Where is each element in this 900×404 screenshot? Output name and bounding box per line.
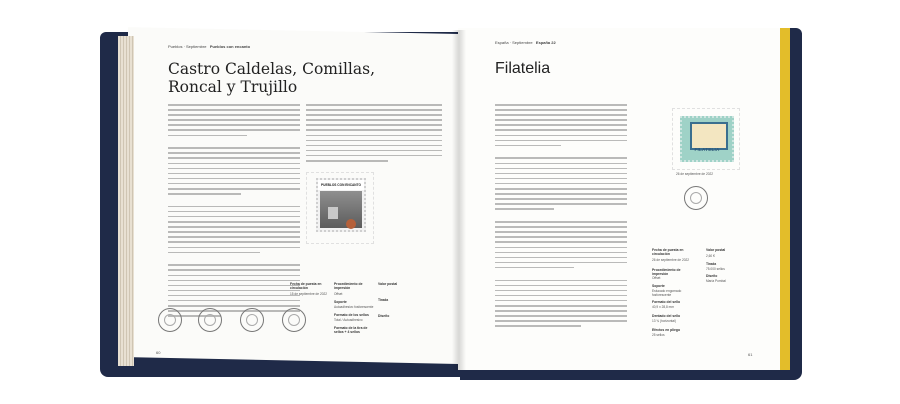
breadcrumb-section: España · Septiembre	[495, 40, 533, 45]
body-text-column-2	[306, 104, 442, 165]
meta-value: 2,60 €	[706, 254, 715, 258]
breadcrumb-section: Pueblos · Septiembre	[168, 44, 207, 49]
postmark-1	[158, 308, 182, 332]
postmark-2	[198, 308, 222, 332]
postmark-right	[684, 186, 708, 210]
meta-value: Total / Autoadhesivo	[334, 318, 363, 322]
meta-value: 25 sellos	[652, 333, 665, 337]
stamp-label: FILATELIA	[694, 147, 720, 152]
meta-label: Soporte	[652, 284, 665, 288]
meta-label: Formato de la tira de sellos + 4 sellos	[334, 326, 368, 334]
page-number-right: 61	[748, 352, 753, 357]
breadcrumb-topic: España 22	[535, 40, 556, 45]
window-detail	[328, 207, 338, 219]
page-title-right: Filatelia	[495, 60, 551, 77]
stamp-tile-design	[690, 122, 728, 150]
page-edges	[118, 36, 134, 366]
meta-label: Dentado del sello	[652, 314, 681, 318]
meta-value: Autoadhesivo fosforescente	[334, 305, 374, 309]
meta-value: 40,9 x 28,8 mm	[652, 305, 674, 309]
right-breadcrumb	[495, 40, 556, 45]
book-gutter	[452, 30, 466, 370]
postmark-4	[282, 308, 306, 332]
meta-value: Offset	[334, 292, 343, 296]
meta-value: María Pombal	[706, 279, 726, 283]
meta-label: Procedimiento de impresión	[652, 268, 681, 276]
meta-value: 75.000 sellos	[706, 267, 725, 271]
stamp-caption: 26 de septiembre de 2022	[676, 172, 714, 176]
meta-label: Efectos en pliego	[652, 328, 681, 332]
meta-value: 13 ¾ (horizontal)	[652, 319, 676, 323]
meta-label: Tirada	[378, 298, 389, 302]
meta-value: 26 de septiembre de 2022	[652, 258, 690, 262]
meta-label: Tirada	[706, 262, 717, 266]
stamp-image	[320, 191, 362, 228]
meta-label: Valor postal	[706, 248, 726, 252]
meta-value: Offset	[652, 276, 661, 280]
meta-label: Diseño	[378, 314, 390, 318]
meta-label: Formato del sello	[652, 300, 681, 304]
breadcrumb-topic: Pueblos con encanto	[209, 44, 251, 49]
flowerpot-detail	[346, 219, 356, 229]
page-number-left: 60	[156, 350, 161, 355]
page-title: Castro Caldelas, Comillas, Roncal y Trujillo	[168, 60, 375, 96]
meta-label: Procedimiento de impresión	[334, 282, 363, 290]
left-breadcrumb	[168, 44, 250, 49]
meta-label: Fecha de puesta en circulación	[652, 248, 684, 256]
postmark-3	[240, 308, 264, 332]
stamp-pueblos-con-encanto	[316, 178, 366, 232]
meta-label: Fecha de puesta en circulación	[290, 282, 322, 290]
meta-label: Formato de los sellos	[334, 313, 369, 317]
meta-value: 15 de septiembre de 2022	[290, 292, 328, 296]
stamp-header: PUEBLOS CON ENCANTO	[318, 180, 364, 190]
meta-label: Soporte	[334, 300, 347, 304]
meta-label: Diseño	[706, 274, 718, 278]
body-text-column-1	[168, 104, 300, 320]
right-body-text	[495, 104, 627, 331]
meta-value: Estucado engomado fosforescente	[652, 289, 682, 297]
meta-label: Valor postal	[378, 282, 398, 286]
stamp-filatelia	[680, 116, 734, 162]
